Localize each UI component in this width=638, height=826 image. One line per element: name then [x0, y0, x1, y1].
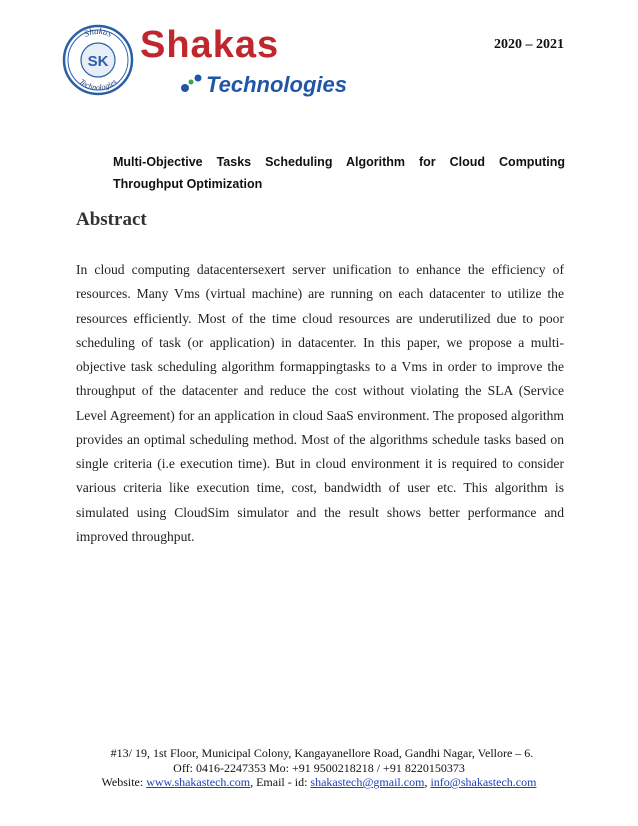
email-link-info[interactable]: info@shakastech.com [430, 775, 537, 789]
paper-title: Multi-Objective Tasks Scheduling Algorithm for Cloud Computing Throughput Optimization [113, 155, 565, 191]
footer-address: #13/ 19, 1st Floor, Municipal Colony, Kangayanellore Road, Gandhi Nagar, Vellore – 6. [110, 746, 534, 760]
footer [0, 746, 638, 790]
svg-text:Technologies: Technologies [77, 77, 119, 93]
footer-phones: Off: 0416-2247353 Mo: +91 9500218218 / +91 8220150373 [173, 760, 465, 775]
shakas-technologies-logo [60, 22, 350, 100]
seal-icon [64, 26, 132, 94]
footer-contacts [0, 775, 638, 790]
abstract-body: In cloud computing datacentersexert server unification to enhance the efficiency of resources. Many Vms (virtual machine) are running on each datacenter to utilize the resources efficiently. Most of the time cloud resources are underutilized due to poor scheduling of task (or application) in datacenter. In this paper, we propose a multi-objective task scheduling algorithm formappingtasks to a Vms in order to improve the throughput of the datacenter and reduce the cost without violating the SLA (Service Level Agreement) for an application in cloud SaaS environment. The proposed algorithm provides an optimal scheduling method. Most of the algorithms schedule tasks based on single criteria (i.e execution time). But in cloud environment it is required to consider various criteria like execution time, cost, bandwidth of user etc. This algorithm is simulated using CloudSim simulator and the result shows better performance and improved throughput. [76, 262, 564, 544]
svg-text:Shakas: Shakas [82, 25, 114, 39]
website-link[interactable]: www.shakastech.com [146, 775, 251, 789]
svg-text:Shakas: Shakas [140, 24, 280, 66]
email-link-primary[interactable]: shakastech@gmail.com [310, 775, 425, 789]
abstract-heading: Abstract [76, 209, 147, 230]
svg-text:Technologies: Technologies [206, 72, 347, 97]
website-label: Website: [101, 775, 144, 789]
academic-year: 2020 – 2021 [494, 37, 564, 52]
email-separator: , [424, 775, 428, 789]
svg-text:SK: SK [87, 53, 109, 70]
email-label: , Email - id: [250, 775, 308, 789]
